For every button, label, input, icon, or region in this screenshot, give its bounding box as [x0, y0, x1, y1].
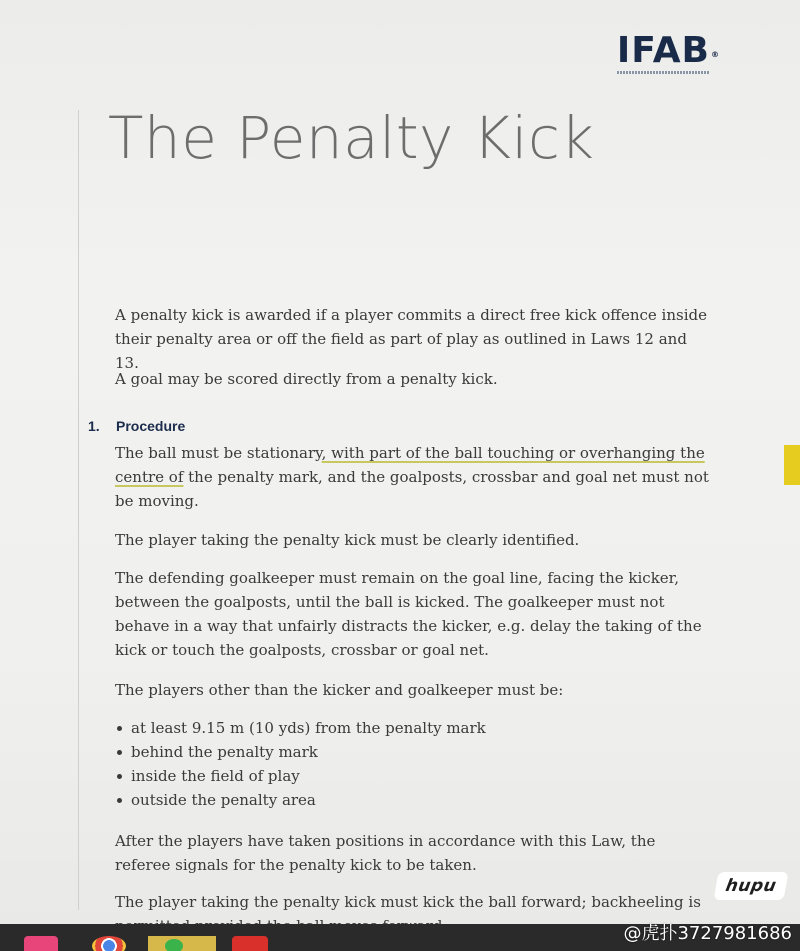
section-heading	[88, 416, 185, 436]
wechat-icon[interactable]	[148, 936, 216, 951]
intro-paragraph-2: A goal may be scored directly from a penalty kick.	[115, 370, 498, 388]
list-item: at least 9.15 m (10 yds) from the penalty mark	[115, 716, 486, 740]
list-item: behind the penalty mark	[115, 740, 486, 764]
procedure-paragraph-2: The player taking the penalty kick must be clearly identified.	[115, 531, 580, 549]
chrome-icon[interactable]	[92, 936, 126, 951]
procedure-paragraph-1: The ball must be stationary, with part of the ball touching or overhanging the centre of the penalty mark, and the goalposts, crossbar and goal net must not be moving.	[115, 444, 709, 510]
section-title: Procedure	[116, 418, 186, 434]
procedure-paragraph-4: The players other than the kicker and goalkeeper must be:	[115, 681, 564, 699]
watermark-user-id: @虎扑3727981686	[623, 923, 792, 944]
highlighted-text: , with part of the ball touching or overhanging the centre of	[115, 444, 705, 486]
list-item: inside the field of play	[115, 764, 486, 788]
list-item: outside the penalty area	[115, 788, 486, 812]
hupu-watermark: hupu	[714, 872, 789, 900]
procedure-paragraph-6: The player taking the penalty kick must kick the ball forward; backheeling is	[115, 893, 701, 911]
procedure-paragraph-5: After the players have taken positions in accordance with this Law, the referee signals for the penalty kick to be taken.	[115, 832, 656, 874]
app-icon-pink[interactable]	[24, 936, 58, 951]
section-number: 1.	[88, 418, 100, 434]
page-title: The Penalty Kick	[108, 104, 595, 172]
position-requirements-list	[115, 716, 486, 812]
margin-rule	[78, 110, 79, 910]
logo-tagline	[617, 71, 709, 74]
procedure-paragraph-3: The defending goalkeeper must remain on the goal line, facing the kicker, between the goalposts, until the ball is kicked. The goalkeeper must not behave in a way that unfairly distracts the kicker, e.g. delay the taking of the kick or touch the goalposts, crossbar or goal net.	[115, 569, 702, 659]
app-icon-red[interactable]	[232, 936, 268, 951]
intro-paragraph-1: A penalty kick is awarded if a player commits a direct free kick offence inside their penalty area or off the field as part of play as outlined in Laws 12 and 13.	[115, 306, 707, 372]
bookmark-tab[interactable]	[784, 445, 800, 485]
ifab-logo-text: IFAB®	[616, 30, 720, 71]
ifab-logo	[617, 32, 720, 74]
